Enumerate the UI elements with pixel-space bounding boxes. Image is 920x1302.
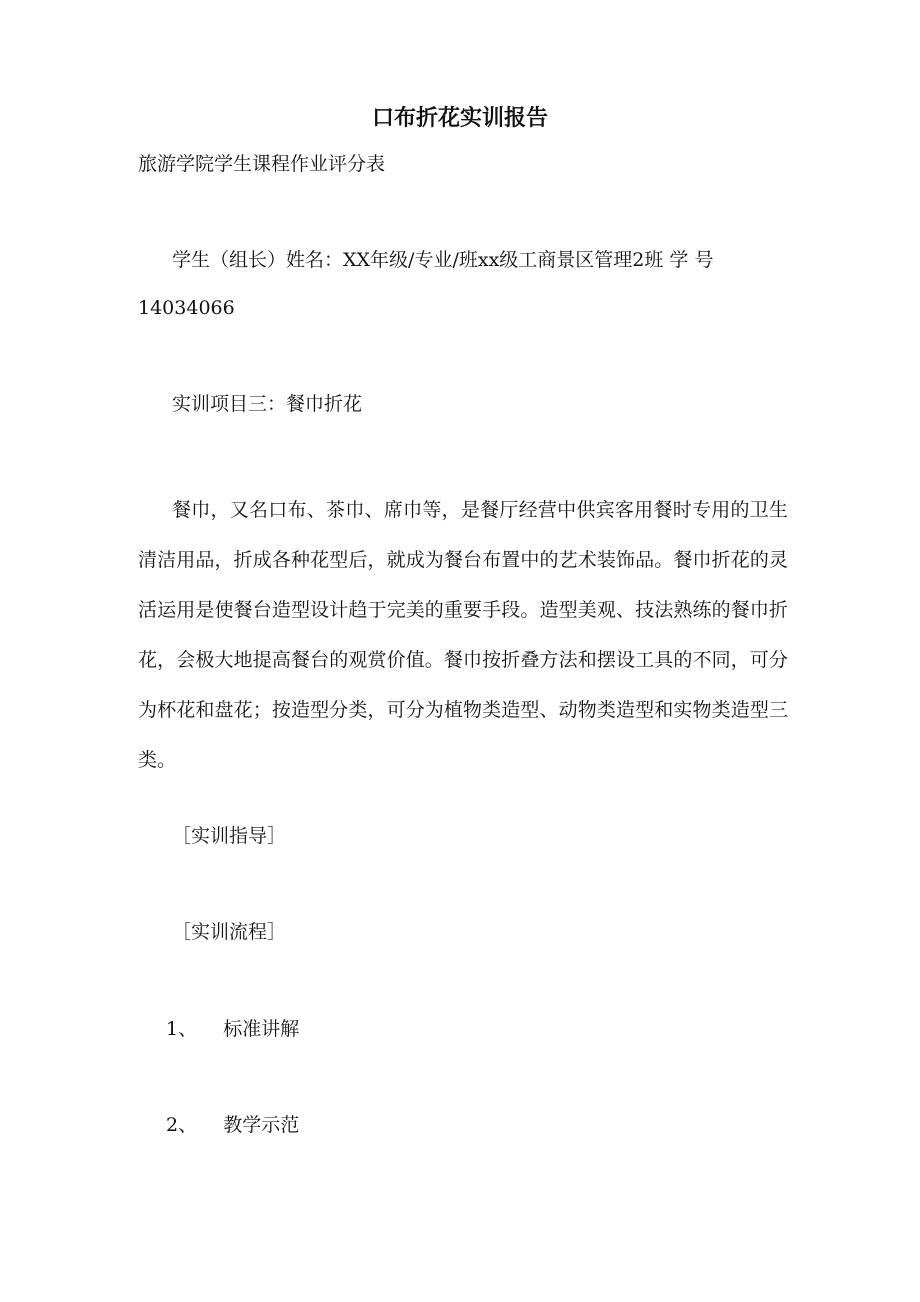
project-title: 实训项目三：餐巾折花 [172,393,363,415]
step-label: 教学示范 [223,1114,300,1136]
document-title: 口布折花实训报告 [371,105,548,131]
student-info-line: 学生（组长）姓名：XX年级/专业/班xx级工商景区管理2班 学 号 [172,249,714,271]
intro-paragraph: 餐巾，又名口布、茶巾、席巾等，是餐厅经营中供宾客用餐时专用的卫生清洁用品，折成各种花型后，就成为餐台布置中的艺术装饰品。餐巾折花的灵活运用是使餐台造型设计趋于完美的重要手段。造型美观、技法熟练的餐巾折花，会极大地提高餐台的观赏价值。餐巾按折叠方法和摆设工具的不同，可分为杯花和盘花；按造型分类，可分为植物类造型、动物类造型和实物类造型三类。 [138,499,788,771]
step-label: 标准讲解 [223,1018,300,1040]
document-subtitle: 旅游学院学生课程作业评分表 [138,153,386,175]
process-heading: ［实训流程］ [172,921,287,943]
step-number: 1、 [166,1018,198,1040]
guidance-heading: ［实训指导］ [172,825,287,847]
step-item [166,1113,816,1137]
step-item [166,1017,816,1041]
student-number: 14034066 [138,297,235,319]
step-number: 2、 [166,1114,198,1136]
